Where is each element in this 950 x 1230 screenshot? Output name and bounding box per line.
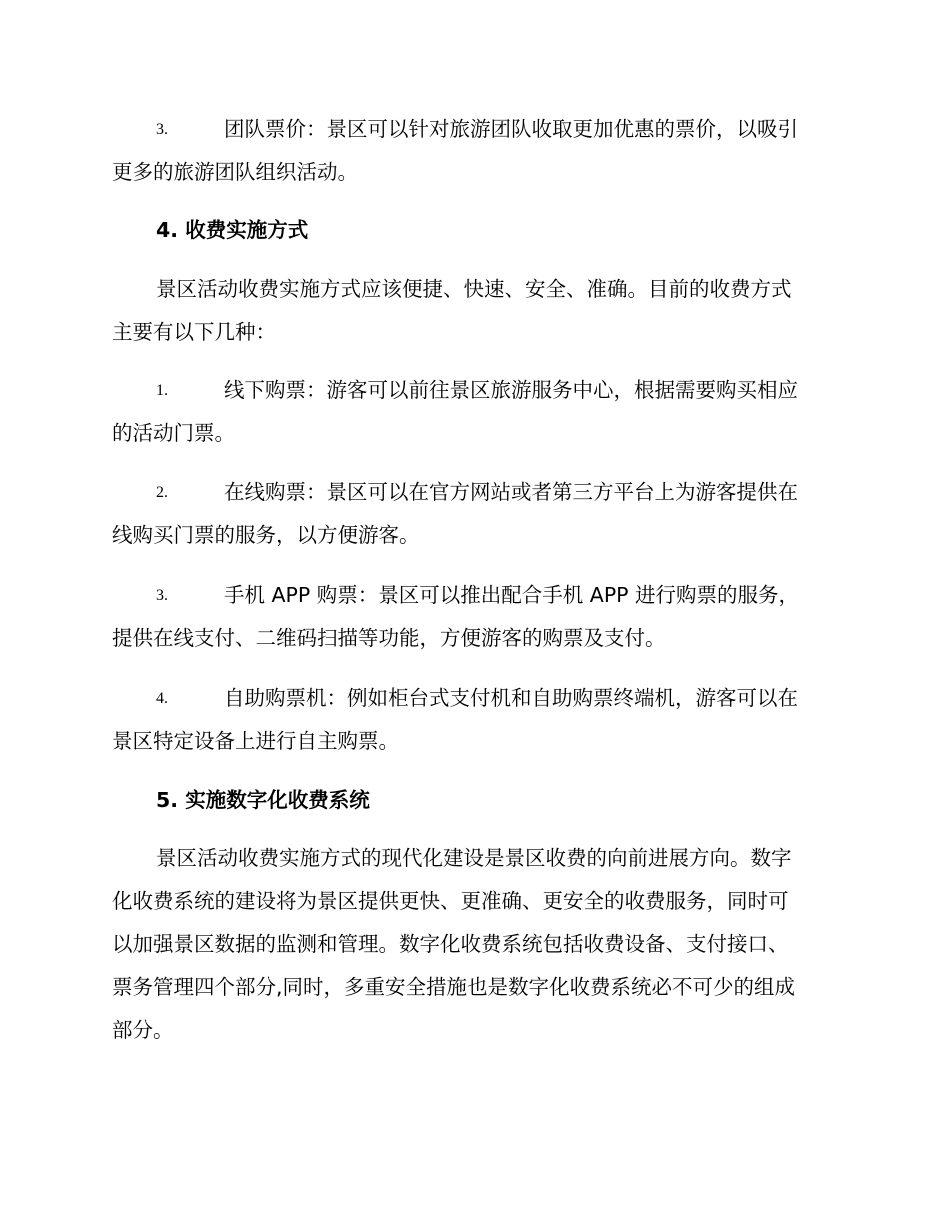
paragraph-line: 以加强景区数据的监测和管理。数字化收费系统包括收费设备、支付接口、 — [112, 932, 789, 956]
list-item-number: 2. — [156, 484, 168, 501]
list-item-number: 3. — [156, 587, 168, 604]
list-item-text-line2: 提供在线支付、二维码扫描等功能，方便游客的购票及支付。 — [112, 626, 666, 650]
list-item-self-service-ticket — [112, 677, 837, 763]
section-heading-4: 4. 收费实施方式 — [156, 218, 309, 242]
list-item-text-line1: 线下购票：游客可以前往景区旅游服务中心，根据需要购买相应 — [224, 378, 798, 402]
list-item-text-line1: 团队票价：景区可以针对旅游团队收取更加优惠的票价，以吸引 — [224, 117, 798, 141]
paragraph-line: 主要有以下几种： — [112, 320, 276, 344]
list-item-text-line2: 景区特定设备上进行自主购票。 — [112, 729, 399, 753]
paragraph-line: 景区活动收费实施方式的现代化建设是景区收费的向前进展方向。数字 — [156, 846, 792, 870]
paragraph-line: 化收费系统的建设将为景区提供更快、更准确、更安全的收费服务，同时可 — [112, 889, 789, 913]
section-4-paragraph — [112, 268, 837, 354]
list-item-number: 3. — [156, 121, 168, 138]
list-item-number: 4. — [156, 690, 168, 707]
paragraph-line: 票务管理四个部分,同时，多重安全措施也是数字化收费系统必不可少的组成 — [112, 975, 796, 999]
list-item-offline-ticket — [112, 369, 837, 455]
list-item-text-line1: 手机 APP 购票：景区可以推出配合手机 APP 进行购票的服务， — [224, 583, 800, 607]
section-heading-5: 5. 实施数字化收费系统 — [156, 788, 370, 812]
paragraph-line: 部分。 — [112, 1018, 174, 1042]
list-item-app-ticket — [112, 574, 837, 660]
paragraph-line: 景区活动收费实施方式应该便捷、快速、安全、准确。目前的收费方式 — [156, 277, 792, 301]
list-item-text-line1: 自助购票机：例如柜台式支付机和自助购票终端机，游客可以在 — [224, 686, 798, 710]
list-item-online-ticket — [112, 471, 837, 557]
section-5-paragraph — [112, 837, 837, 1052]
list-item-number: 1. — [156, 382, 168, 399]
list-item-text-line2: 更多的旅游团队组织活动。 — [112, 160, 358, 184]
list-item-text-line2: 线购买门票的服务，以方便游客。 — [112, 523, 420, 547]
list-item-text-line2: 的活动门票。 — [112, 421, 235, 445]
list-item-group-price — [112, 108, 837, 194]
list-item-text-line1: 在线购票：景区可以在官方网站或者第三方平台上为游客提供在 — [224, 480, 798, 504]
